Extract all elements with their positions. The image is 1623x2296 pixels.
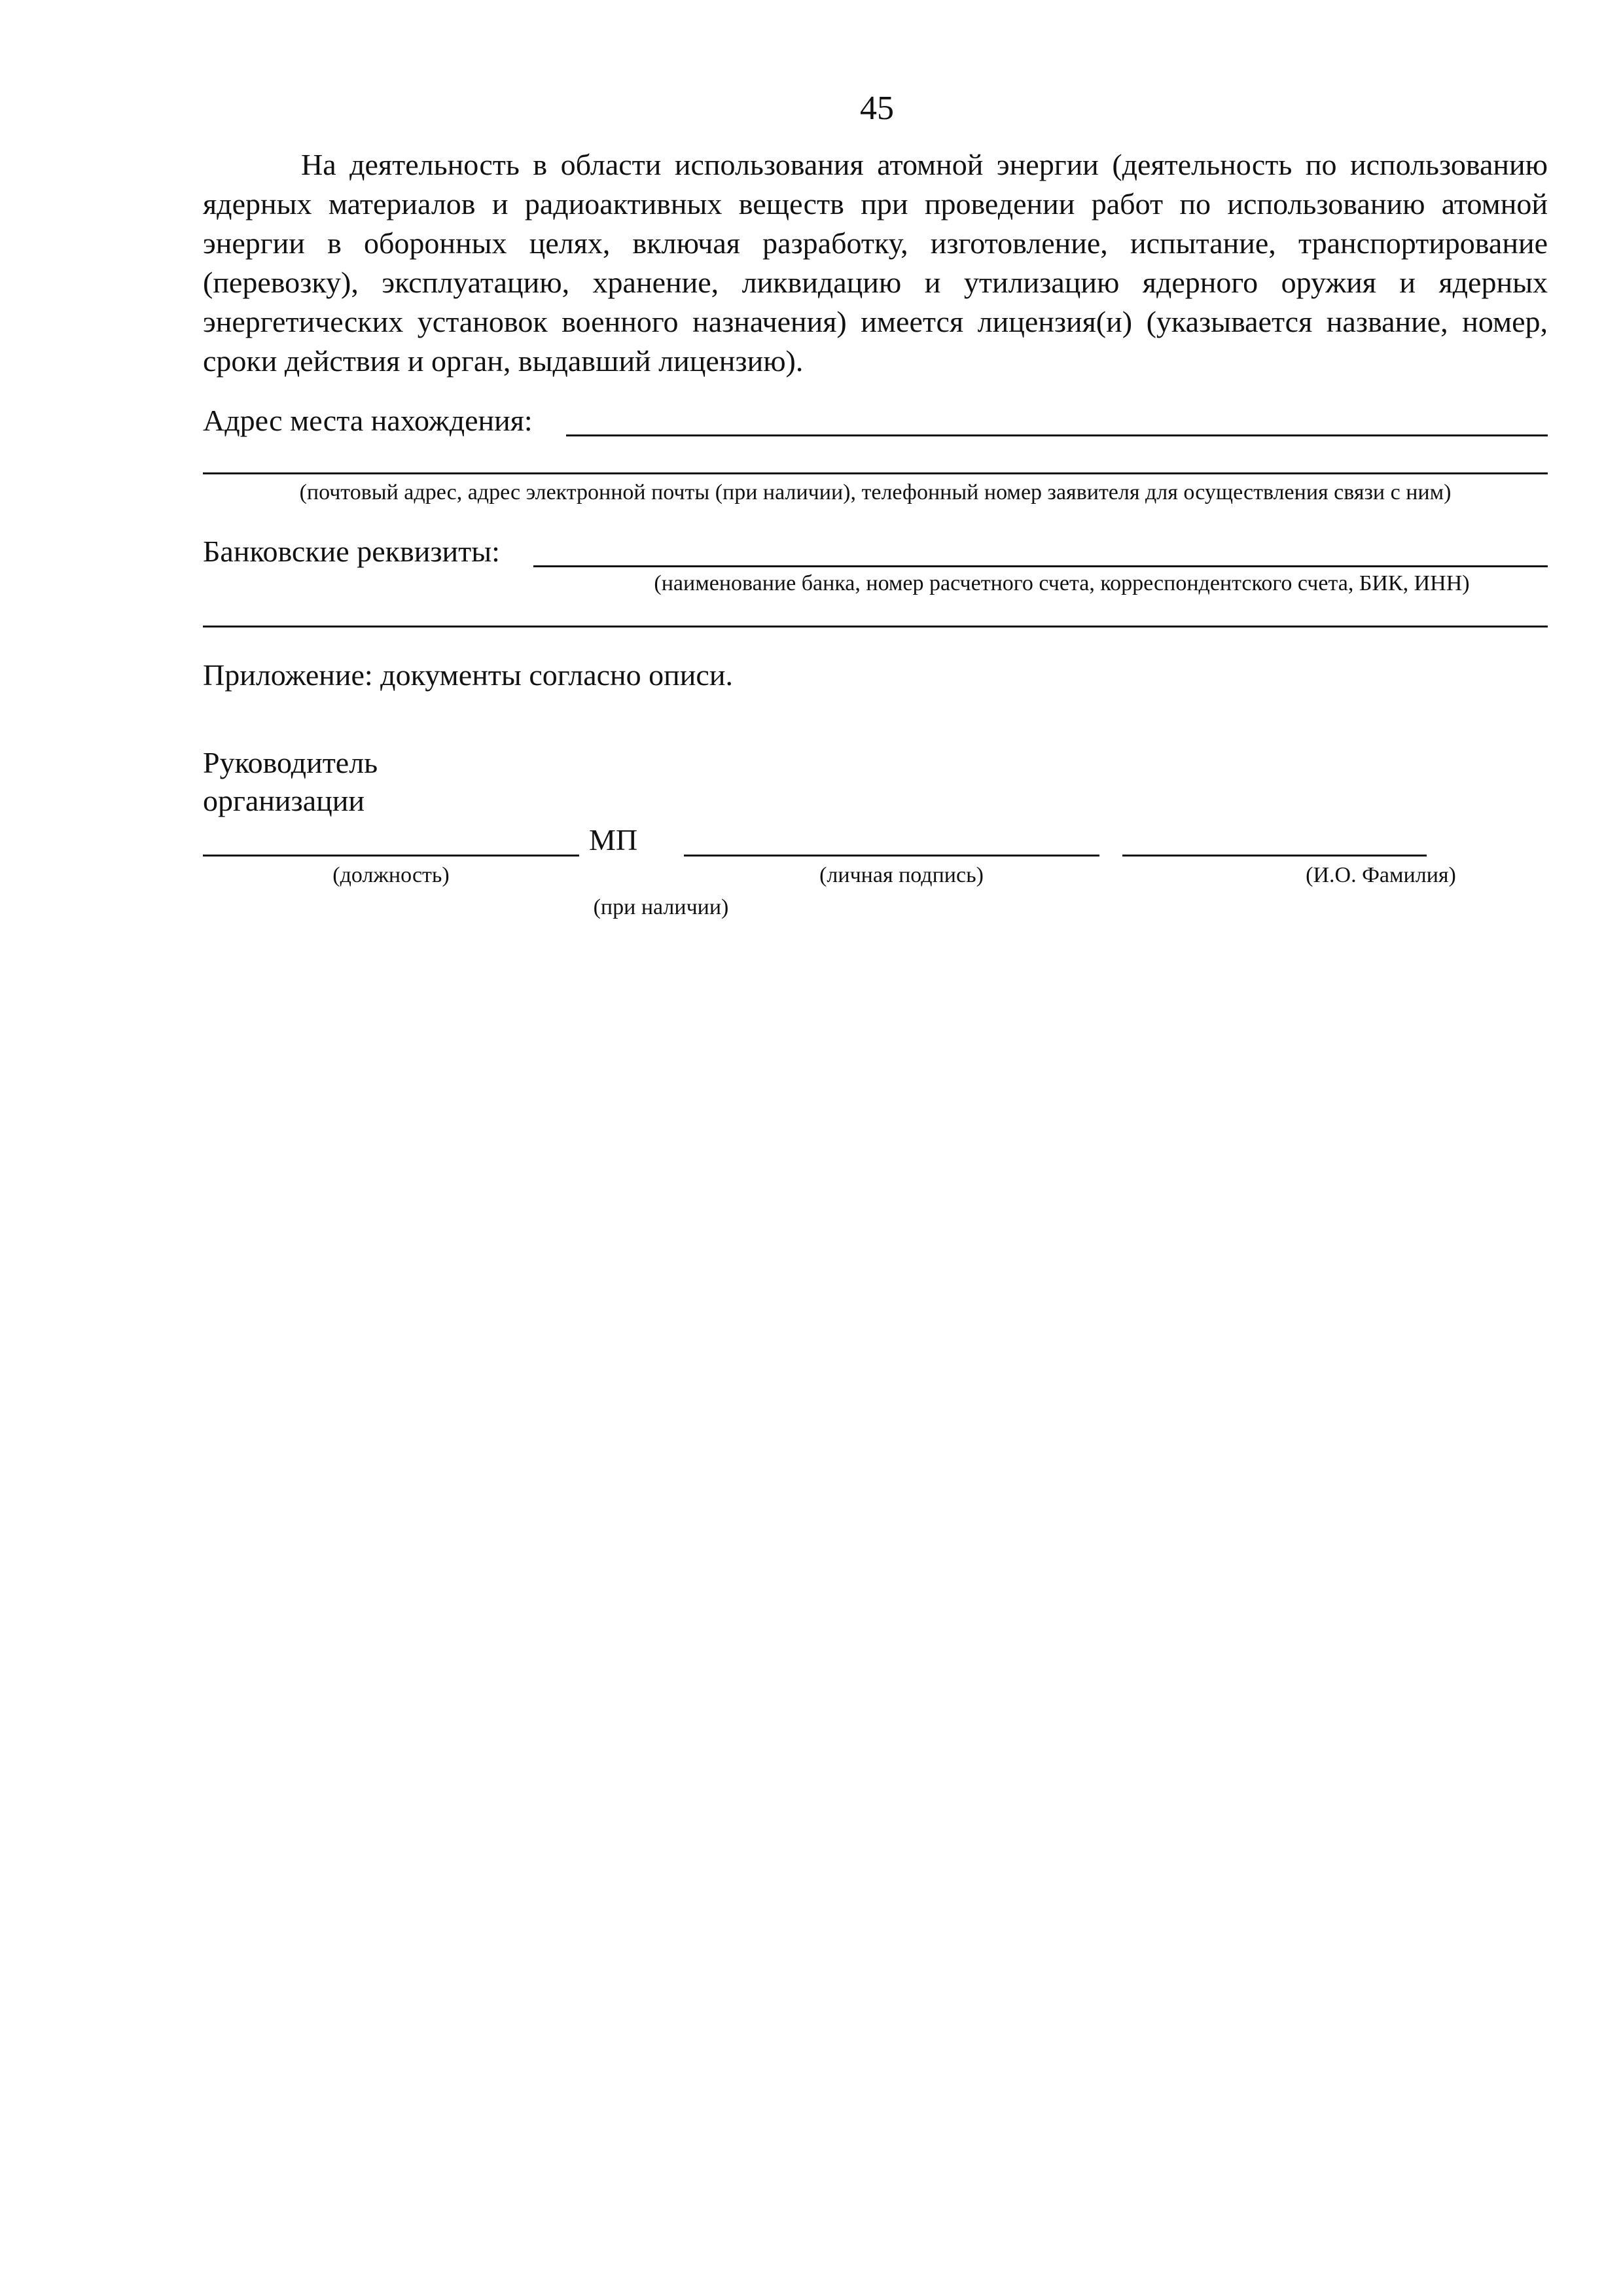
head-title-line2: организации [203,784,365,817]
address-line-2[interactable] [203,472,1548,474]
head-title-line1: Руководитель [203,746,378,779]
signature-line[interactable] [684,855,1099,857]
position-line[interactable] [203,855,579,857]
position-caption: (должность) [332,863,450,887]
bank-caption: (наименование банка, номер расчетного счета, корреспондентского счета, БИК, ИНН) [654,571,1470,595]
stamp-label: МП [589,823,638,857]
bank-line[interactable] [533,565,1548,567]
bank-line-2[interactable] [203,626,1548,627]
signature-caption: (личная подпись) [819,863,984,887]
page-number: 45 [860,90,894,127]
stamp-caption: (при наличии) [593,895,729,919]
bank-label: Банковские реквизиты: [203,535,500,568]
name-line[interactable] [1122,855,1427,857]
license-paragraph: На деятельность в области использования атомной энергии (деятельность по использованию ядерных материалов и радиоактивных веществ при проведении работ по использованию атомной энергии в оборонных целях, включая разработку, изготовление, испытание, транспортирование (перевозку), эксплуатацию, хранение, ликвидацию и утилизацию ядерного оружия и ядерных энергетических установок военного назначения) имеется лицензия(и) (указывается название, номер, сроки действия и орган, выдавший лицензию). [203,148,1548,378]
attachment-text: Приложение: документы согласно описи. [203,658,733,692]
name-caption: (И.О. Фамилия) [1306,863,1456,887]
address-caption: (почтовый адрес, адрес электронной почты (при наличии), телефонный номер заявителя для осуществления связи с ним) [299,480,1452,504]
address-label: Адрес места нахождения: [203,404,533,437]
address-line[interactable] [566,434,1548,436]
